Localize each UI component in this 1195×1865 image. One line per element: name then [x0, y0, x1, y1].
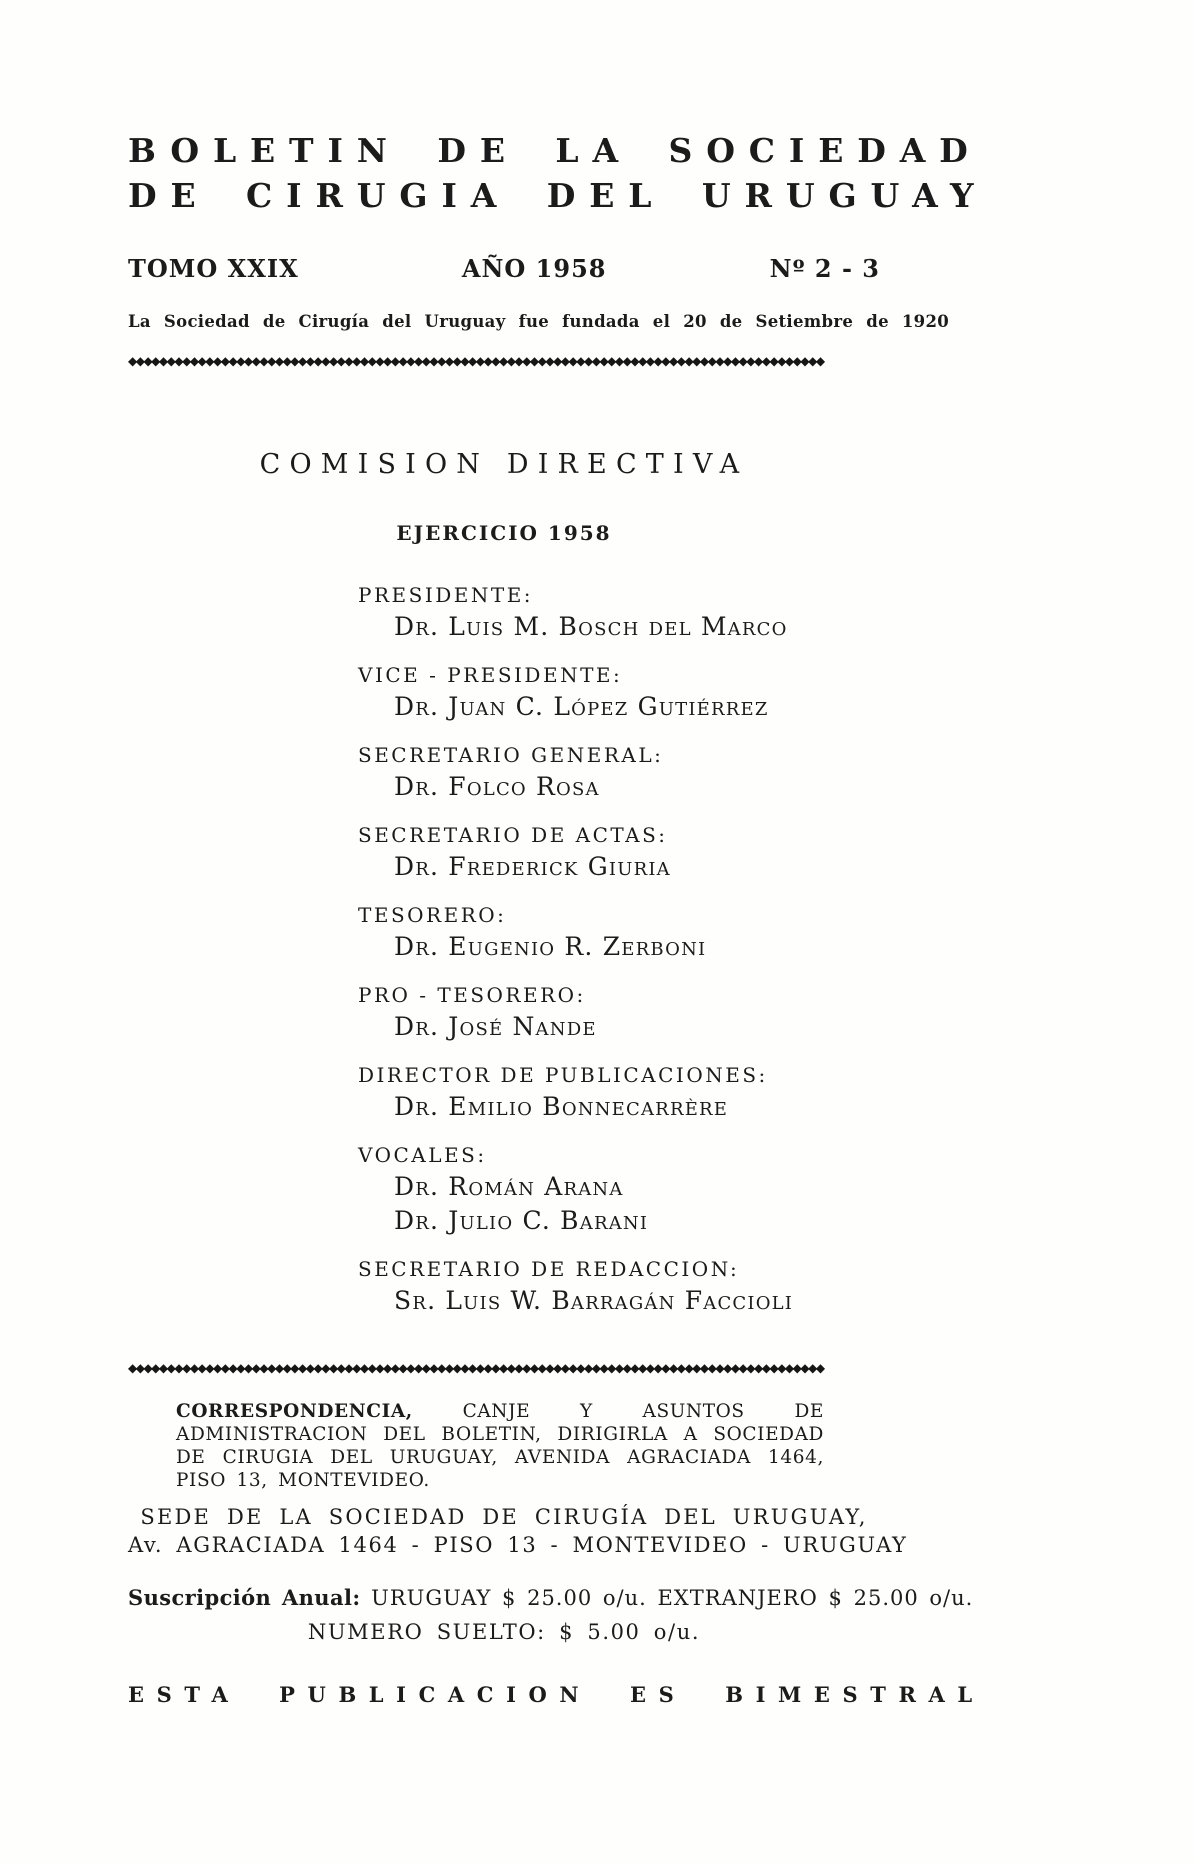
role-label: TESORERO:: [358, 903, 507, 927]
bimonthly-note: ESTA PUBLICACION ES BIMESTRAL: [128, 1682, 985, 1707]
bulletin-title-line-1: BOLETIN DE LA SOCIEDAD: [128, 131, 982, 170]
role-label: SECRETARIO GENERAL:: [358, 743, 664, 767]
correspondence-note: [176, 1400, 824, 1492]
role-label: VICE - PRESIDENTE:: [358, 663, 623, 687]
headquarters-line-2: Av. AGRACIADA 1464 - PISO 13 - MONTEVIDEO - URUGUAY: [128, 1533, 908, 1557]
founding-note: La Sociedad de Cirugía del Uruguay fue fundada el 20 de Setiembre de 1920: [128, 312, 950, 331]
committee-heading: COMISION DIRECTIVA: [259, 449, 749, 480]
member-name: Dr. José Nande: [394, 1012, 597, 1041]
tomo-label: TOMO XXIX: [128, 254, 299, 283]
committee-entry: [358, 823, 880, 882]
role-label: VOCALES:: [358, 1143, 487, 1167]
role-label: PRO - TESORERO:: [358, 983, 586, 1007]
committee-entry: [358, 743, 880, 802]
member-name: Dr. Juan C. López Gutiérrez: [394, 692, 769, 721]
role-label: SECRETARIO DE REDACCION:: [358, 1257, 740, 1281]
role-label: DIRECTOR DE PUBLICACIONES:: [358, 1063, 768, 1087]
committee-entry: [358, 583, 880, 642]
member-name: Dr. Frederick Giuria: [394, 852, 671, 881]
member-name: Dr. Julio C. Barani: [394, 1206, 649, 1235]
zigzag-divider: ◆◆◆◆◆◆◆◆◆◆◆◆◆◆◆◆◆◆◆◆◆◆◆◆◆◆◆◆◆◆◆◆◆◆◆◆◆◆◆◆◆◆◆◆◆◆◆◆◆◆◆◆◆◆◆◆◆◆◆◆◆◆◆◆◆◆◆◆◆◆◆◆◆◆◆◆◆◆◆◆◆◆◆◆◆◆◆◆◆◆: [128, 1361, 824, 1375]
role-label: PRESIDENTE:: [358, 583, 534, 607]
correspondence-rest: CANJE Y ASUNTOS DE ADMINISTRACION DEL BOLETIN, DIRIGIRLA A SOCIEDAD DE CIRUGIA DEL URUGUAY, AVENIDA AGRACIADA 1464, PISO 13, MONTEVIDEO.: [176, 1401, 824, 1491]
member-name: Dr. Emilio Bonnecarrère: [394, 1092, 729, 1121]
subscription-rest: URUGUAY $ 25.00 o/u. EXTRANJERO $ 25.00 o/u.: [360, 1586, 974, 1610]
subscription-line: [128, 1585, 974, 1611]
headquarters-line-1: SEDE DE LA SOCIEDAD DE CIRUGÍA DEL URUGUAY,: [140, 1505, 868, 1529]
role-label: SECRETARIO DE ACTAS:: [358, 823, 668, 847]
bulletin-title-line-2: DE CIRUGIA DEL URUGUAY: [128, 176, 988, 215]
committee-entry: [358, 1143, 880, 1236]
single-issue-line: NUMERO SUELTO: $ 5.00 o/u.: [307, 1620, 701, 1644]
bulletin-title: [128, 128, 988, 218]
subscription-lead: Suscripción Anual:: [128, 1585, 361, 1610]
committee-entry: [358, 663, 880, 722]
committee-entry: [358, 1063, 880, 1122]
committee-subheading: EJERCICIO 1958: [396, 521, 612, 545]
member-name: Dr. Luis M. Bosch del Marco: [394, 612, 788, 641]
committee-entry: [358, 903, 880, 962]
member-name: Dr. Román Arana: [394, 1172, 624, 1201]
committee-list: [358, 583, 880, 1316]
member-name: Sr. Luis W. Barragán Faccioli: [394, 1286, 794, 1315]
year-label: AÑO 1958: [461, 254, 607, 283]
zigzag-divider: ◆◆◆◆◆◆◆◆◆◆◆◆◆◆◆◆◆◆◆◆◆◆◆◆◆◆◆◆◆◆◆◆◆◆◆◆◆◆◆◆◆◆◆◆◆◆◆◆◆◆◆◆◆◆◆◆◆◆◆◆◆◆◆◆◆◆◆◆◆◆◆◆◆◆◆◆◆◆◆◆◆◆◆◆◆◆◆◆◆◆: [128, 354, 824, 368]
committee-entry: [358, 983, 880, 1042]
member-name: Dr. Folco Rosa: [394, 772, 600, 801]
issue-number-label: Nº 2 - 3: [769, 254, 880, 283]
page-content: [128, 0, 988, 1708]
member-name: Dr. Eugenio R. Zerboni: [394, 932, 707, 961]
volume-row: [128, 254, 880, 284]
correspondence-lead: CORRESPONDENCIA,: [176, 1401, 413, 1422]
committee-entry: [358, 1257, 880, 1316]
